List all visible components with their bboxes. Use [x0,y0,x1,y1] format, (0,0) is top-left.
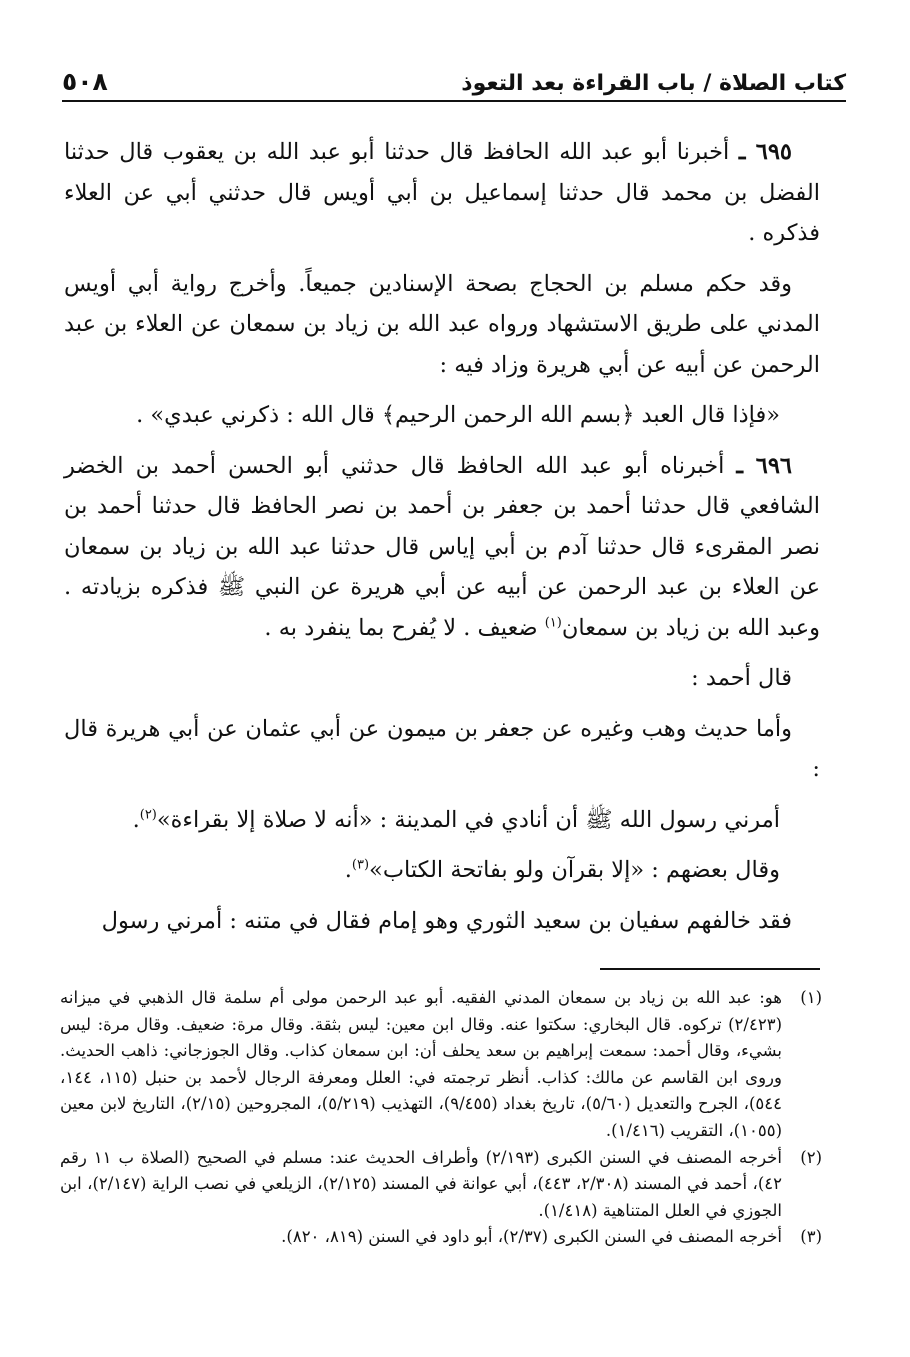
quote-text: أمرني رسول الله ﷺ أن أنادي في المدينة : «أنه لا صلاة إلا بقراءة» [156,806,780,833]
paragraph-last: فقد خالفهم سفيان بن سعيد الثوري وهو إمام فقال في متنه : أمرني رسول [101,907,792,934]
quoted-hadith: «فإذا قال العبد ﴿بسم الله الرحمن الرحيم﴾ قال الله : ذكرني عبدي» . [136,402,780,428]
quote-end: . [344,857,352,883]
footnotes [60,985,822,1251]
page-number: ٥٠٨ [62,67,108,96]
footnote-ref[interactable]: (١) [544,615,562,630]
footnote-text: هو: عبد الله بن زياد بن سمعان المدني الفقيه. أبو عبد الرحمن مولى أم سلمة قال الذهبي في ميزانه (٢/٤٢٣) تركوه. قال البخاري: سكتوا عنه. وقال ابن معين: ليس بثقة. وقال مرة: ضعيف. وقال مرة: ليس بشيء، وقال أحمد: سمعت إبراهيم بن سعد يحلف أن: ابن سمعان كذاب. وقال الجوزجاني: ذاهب الحديث. وروى ابن القاسم عن مالك: كذاب. أنظر ترجمته في: العلل ومعرفة الرجال لأحمد بن حنبل (١١٥، ١٤٤، ٥٤٤)، الجرح والتعديل (٥/٦٠)، تاريخ بغداد (٩/٤٥٥)، التهذيب (٥/٢١٩)، المجروحين (٢/١٥)، التاريخ لابن معين (١٠٥٥)، التقريب (١/٤١٦). [60,988,782,1140]
main-text [64,132,820,951]
quote-text: وقال بعضهم : «إلا بقرآن ولو بفاتحة الكتاب» [369,857,780,883]
paragraph-hukm: وقد حكم مسلم بن الحجاج بصحة الإسنادين جميعاً. وأخرج رواية أبي أويس المدني على طريق الاستشهاد ورواه عبد الله بن زياد بن سمعان عن العلاء بن عبد الرحمن عن أبيه عن أبي هريرة وزاد فيه : [64,270,820,378]
hadith-text: ضعيف . لا يُفرح بما ينفرد به . [264,614,545,641]
footnote-ref[interactable]: (٣) [351,857,370,873]
footnote-number: (١) [800,988,822,1007]
hadith-text: أخبرنا أبو عبد الله الحافظ قال حدثنا أبو عبد الله بن يعقوب قال حدثنا الفضل بن محمد قال حدثنا إسماعيل بن أبي أويس قال حدثني أبي عن العلاء فذكره . [64,139,820,246]
quoted-hadith [64,800,820,841]
quote-end: . [132,806,140,833]
footnote-3 [60,1224,822,1251]
hadith-695 [64,132,820,254]
footnote-text: أخرجه المصنف في السنن الكبرى (٢/٣٧)، أبو داود في السنن (٨١٩، ٨٢٠). [281,1227,782,1247]
footnote-number: (٢) [800,1147,822,1167]
running-title: كتاب الصلاة / باب القراءة بعد التعوذ [461,71,846,96]
page-header [62,62,846,102]
footnote-divider [600,968,820,970]
footnote-number: (٣) [800,1227,822,1247]
paragraph-amma: وأما حديث وهب وغيره عن جعفر بن ميمون عن أبي عثمان عن أبي هريرة قال : [64,715,820,782]
paragraph-qala-ahmad: قال أحمد : [691,665,792,691]
hadith-696 [64,446,820,649]
footnote-text: أخرجه المصنف في السنن الكبرى (٢/١٩٣) وأطراف الحديث عند: مسلم في الصحيح (الصلاة ب ١١ رقم ٤٢)، أحمد في المسند (٢/٣٠٨، ٤٤٣)، أبي عوانة في المسند (٢/١٢٥)، الزيلعي في نصب الراية (٢/١٤٧)، ابن الجوزي في العلل المتناهية (١/٤١٨). [60,1147,782,1220]
footnote-2 [60,1145,822,1225]
quoted-hadith [64,850,820,891]
hadith-text: أخبرناه أبو عبد الله الحافظ قال حدثني أبو الحسن أحمد بن الخضر الشافعي قال حدثنا أحمد بن جعفر بن أحمد بن نصر الحافظ قال حدثنا أحمد بن نصر المقرىء قال حدثنا آدم بن أبي إياس قال حدثنا عبد الله بن زياد بن سمعان عن العلاء بن عبد الرحمن عن أبيه عن أبي هريرة عن النبي ﷺ فذكره بزيادته . وعبد الله بن زياد بن سمعان [64,452,820,641]
footnote-ref[interactable]: (٢) [139,807,157,822]
footnote-1 [60,985,822,1145]
hadith-number: ٦٩٦ ـ [736,452,792,479]
hadith-number: ٦٩٥ ـ [738,139,792,165]
